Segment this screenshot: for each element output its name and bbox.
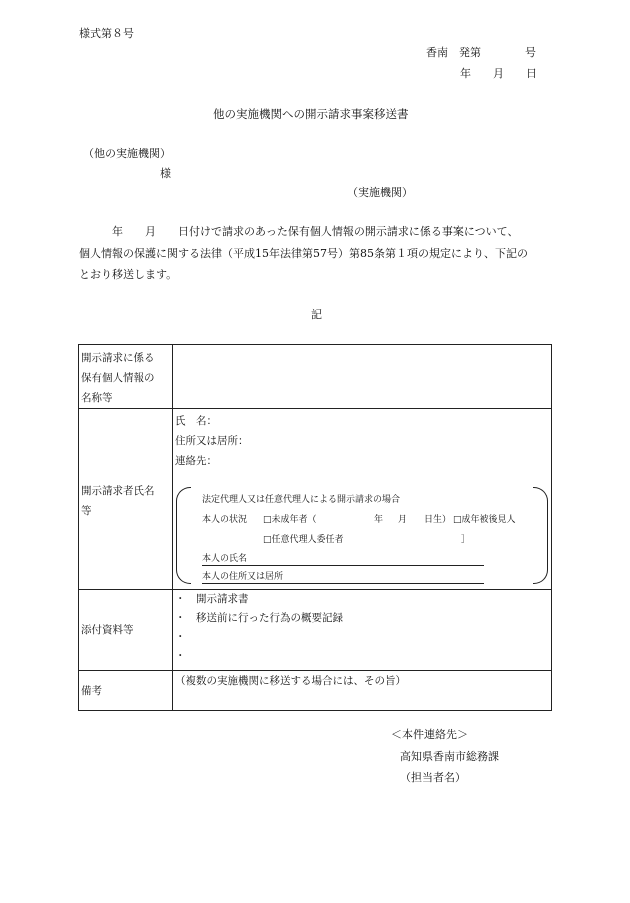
agent-request-box [176,487,548,584]
principal-name-line[interactable] [202,565,484,566]
voluntary-agent-checkbox[interactable]: □任意代理人委任者 [263,535,344,545]
recipient-honorific: 様 [160,167,171,180]
document-title: 他の実施機関への開示請求事案移送書 [213,107,409,121]
label-line: 開示請求者氏名 [81,485,155,497]
form-number: 様式第８号 [79,27,134,40]
ki-heading: 記 [311,308,322,321]
attachment-item: ・ 移送前に行った行為の概要記録 [175,612,343,624]
table-row-remarks [79,671,552,711]
body-line-2: 個人情報の保護に関する法律（平成15年法律第57号）第85条第１項の規定により、下記の [79,247,528,260]
status-label: 本人の状況 [202,515,248,525]
contact-department: 高知県香南市総務課 [400,750,499,763]
requester-contact-field: 連絡先： [175,455,217,467]
agent-title: 法定代理人又は任意代理人による開示請求の場合 [202,495,401,505]
requester-name-field: 氏 名： [175,415,217,427]
label-line: 名称等 [81,392,113,404]
transfer-details-table [78,344,552,711]
minor-checkbox[interactable]: □未成年者（ [263,515,317,525]
closing-bracket: ］ [461,535,471,545]
document-date: 年 月 日 [460,67,537,80]
contact-person: （担当者名） [400,771,466,784]
table-row-requester [79,409,552,590]
value-info-name [173,345,552,409]
remarks-label: 備考 [81,685,102,697]
table-row-attachments [79,590,552,671]
body-line-3: とおり移送します。 [79,268,178,281]
right-bracket [533,487,548,584]
label-line: 保有個人情報の [81,372,155,384]
left-bracket [176,487,191,584]
recipient-agency: （他の実施機関） [83,147,171,160]
principal-name-label: 本人の氏名 [202,554,248,564]
label-attachments [79,590,173,671]
label-line: 開示請求に係る [81,352,155,364]
remarks-note: （複数の実施機関に移送する場合には、その旨） [175,675,406,687]
label-remarks [79,671,173,711]
principal-address-label: 本人の住所又は居所 [202,572,284,582]
principal-address-line[interactable] [202,583,484,584]
label-line: 等 [81,505,92,517]
requester-address-field: 住所又は居所： [175,435,249,447]
minor-birth-month: 月 [398,515,408,525]
value-attachments [173,590,552,671]
minor-birth-year: 年 [374,515,384,525]
minor-birth-day: 日生） [424,515,452,525]
adult-guardian-checkbox[interactable]: □成年被後見人 [453,515,516,525]
sender-agency: （実施機関） [347,186,413,199]
label-requester [79,409,173,590]
document-number: 香南 発第 号 [426,46,536,59]
label-info-name [79,345,173,409]
attachment-item: ・ 開示請求書 [175,593,249,605]
attachment-item: ・ [175,650,186,662]
value-requester [173,409,552,590]
contact-header: ＜本件連絡先＞ [391,728,468,741]
value-remarks [173,671,552,711]
table-row-info-name [79,345,552,409]
attachment-item: ・ [175,631,186,643]
attachments-label: 添付資料等 [81,624,134,636]
body-line-1: 年 月 日付けで請求のあった保有個人情報の開示請求に係る事案について、 [79,225,519,238]
